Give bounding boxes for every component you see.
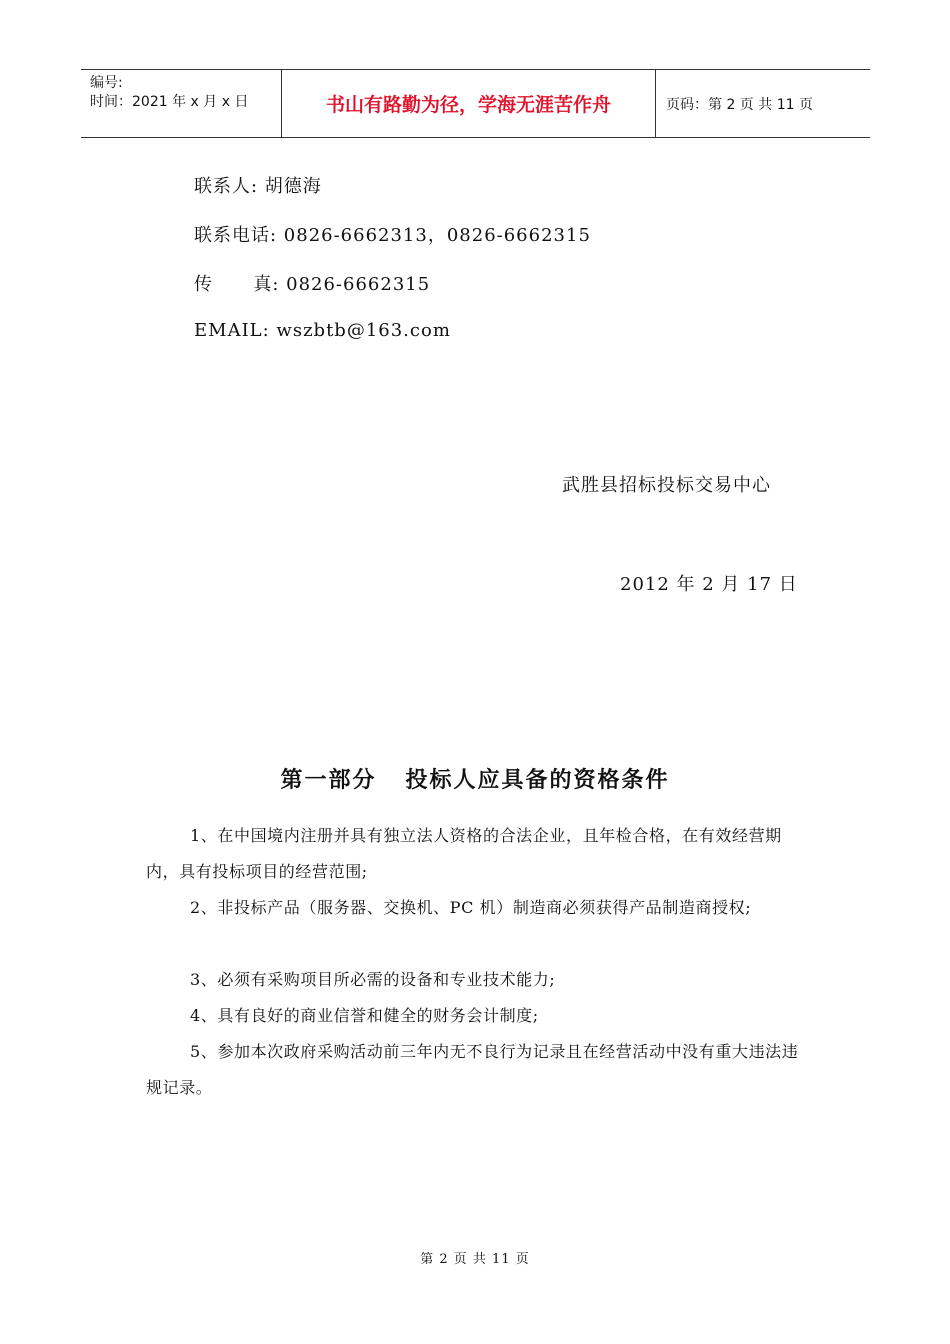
qualification-item-1: 1、在中国境内注册并具有独立法人资格的合法企业，且年检合格，在有效经营期内，具有投标项目的经营范围;: [146, 826, 782, 881]
header-page-info: 页码：第 2 页 共 11 页: [666, 96, 813, 113]
signature-org: 武胜县招标投标交易中心: [562, 475, 771, 496]
contact-fax: 传 真: 0826-6662315: [194, 274, 431, 295]
qualification-item-4: 4、具有良好的商业信誉和健全的财务会计制度;: [190, 1006, 539, 1025]
number-label: 编号:: [90, 75, 123, 91]
header-meta: [81, 70, 282, 137]
contact-person: 联系人: 胡德海: [194, 176, 322, 197]
qualification-item-2: 2、非投标产品（服务器、交换机、PC 机）制造商必须获得产品制造商授权;: [190, 898, 752, 917]
qualification-item-5: 5、参加本次政府采购活动前三年内无不良行为记录且在经营活动中没有重大违法违规记录。: [146, 1042, 799, 1097]
signature-date: 2012 年 2 月 17 日: [620, 574, 798, 595]
contact-email: EMAIL: wszbtb@163.com: [194, 320, 451, 341]
qualification-item-3: 3、必须有采购项目所必需的设备和专业技术能力;: [190, 970, 556, 989]
time-label: 时间：2021 年 x 月 x 日: [90, 94, 249, 110]
section-title: 第一部分 投标人应具备的资格条件: [280, 768, 670, 793]
header-motto: 书山有路勤为径，学海无涯苦作舟: [282, 70, 656, 137]
contact-phone: 联系电话: 0826-6662313，0826-6662315: [194, 225, 591, 246]
page-header: [81, 69, 870, 138]
page-footer: 第 2 页 共 11 页: [420, 1252, 530, 1267]
